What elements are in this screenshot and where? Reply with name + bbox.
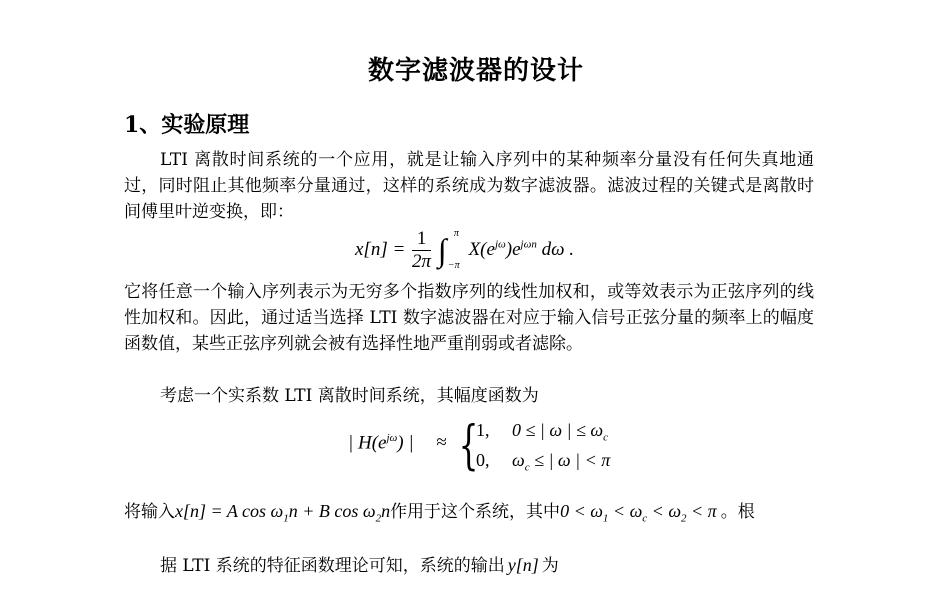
eq2-case2-cond-b: ≤ | ω | < π bbox=[529, 450, 611, 470]
line4-math-mid: n + B cos ω bbox=[288, 501, 376, 521]
line4-c1: 1 bbox=[602, 512, 609, 525]
integral-sign: ∫ π −π bbox=[437, 228, 460, 271]
line5-math-y: y[n] bbox=[507, 555, 539, 575]
eq2-approx: ≈ bbox=[436, 432, 447, 454]
eq1-frac-num: 1 bbox=[412, 228, 431, 251]
eq2-lhs-open: | H(e bbox=[348, 432, 387, 454]
paragraph-decomposition: 它将任意一个输入序列表示为无穷多个指数序列的线性加权和，或等效表示为正弦序列的线性加权和。因此，通过适当选择 LTI 数字滤波器在对应于输入信号正弦分量的频率上的幅度函数值，某些正弦序列就会被有选择性地严重削弱或者滤除。 bbox=[124, 282, 814, 354]
eq2-case-1 bbox=[476, 420, 608, 444]
eq2-case2-val: 0, bbox=[476, 450, 490, 470]
paragraph-input-line bbox=[124, 497, 755, 524]
eq1-tail: dω . bbox=[536, 238, 575, 260]
eq2-case1-sub: c bbox=[603, 431, 608, 444]
paragraph-system: 考虑一个实系数 LTI 离散时间系统，其幅度函数为 bbox=[160, 386, 539, 406]
line4-math-end: n bbox=[381, 501, 391, 521]
eq1-fraction bbox=[412, 228, 431, 273]
paragraph-intro: LTI 离散时间系统的一个应用，就是让输入序列中的某种频率分量没有任何失真地通过，同时阻止其他频率分量通过，这样的系统成为数字滤波器。滤波过程的关键式是离散时间傅里叶逆变换，即： bbox=[124, 150, 814, 222]
eq1-mid: )e bbox=[505, 238, 521, 260]
section-heading: 1、实验原理 bbox=[124, 112, 250, 138]
document-title: 数字滤波器的设计 bbox=[367, 56, 584, 86]
line4-prefix: 将输入 bbox=[124, 502, 175, 522]
line4-s2: 2 bbox=[375, 512, 382, 525]
eq1-lhs: x[n] = bbox=[355, 238, 406, 260]
line4-cond-c: < ω bbox=[647, 501, 682, 521]
equation-magnitude-lhs bbox=[348, 432, 447, 454]
line4-cc: c bbox=[642, 512, 648, 525]
eq2-case2-sub: c bbox=[524, 461, 530, 474]
eq1-int-upper: π bbox=[453, 228, 459, 239]
eq2-brace: { bbox=[458, 416, 479, 476]
line4-c2: 2 bbox=[681, 512, 687, 525]
eq1-sup-jwn: jωn bbox=[520, 238, 537, 251]
eq2-case1-val: 1, bbox=[476, 420, 490, 440]
line4-cond-a: 0 < ω bbox=[560, 501, 603, 521]
line4-cond-d: < π bbox=[686, 501, 717, 521]
eq1-sup-jw: jω bbox=[494, 238, 506, 251]
eq2-case2-cond-a: ω bbox=[512, 450, 525, 470]
eq2-lhs-close: ) | bbox=[397, 432, 414, 454]
eq1-int-lower: −π bbox=[447, 260, 460, 271]
eq2-lhs-sup: jω bbox=[386, 432, 398, 444]
equation-inverse-dtft bbox=[355, 228, 574, 273]
line5-prefix: 据 LTI 系统的特征函数理论可知，系统的输出 bbox=[160, 556, 505, 576]
line4-suffix: 。根 bbox=[720, 502, 755, 522]
line4-cond-b: < ω bbox=[608, 501, 643, 521]
eq1-frac-den: 2π bbox=[412, 251, 432, 272]
line4-math-input: x[n] = A cos ω bbox=[175, 501, 284, 521]
line4-s1: 1 bbox=[283, 512, 289, 525]
eq2-case1-cond: 0 ≤ | ω | ≤ ω bbox=[512, 420, 604, 440]
eq1-integrand: X(e bbox=[468, 238, 495, 260]
paragraph-output-line bbox=[160, 551, 559, 576]
eq2-case-2 bbox=[476, 450, 610, 474]
line4-text-mid: 作用于这个系统，其中 bbox=[390, 502, 561, 522]
line5-suffix: 为 bbox=[541, 556, 559, 576]
